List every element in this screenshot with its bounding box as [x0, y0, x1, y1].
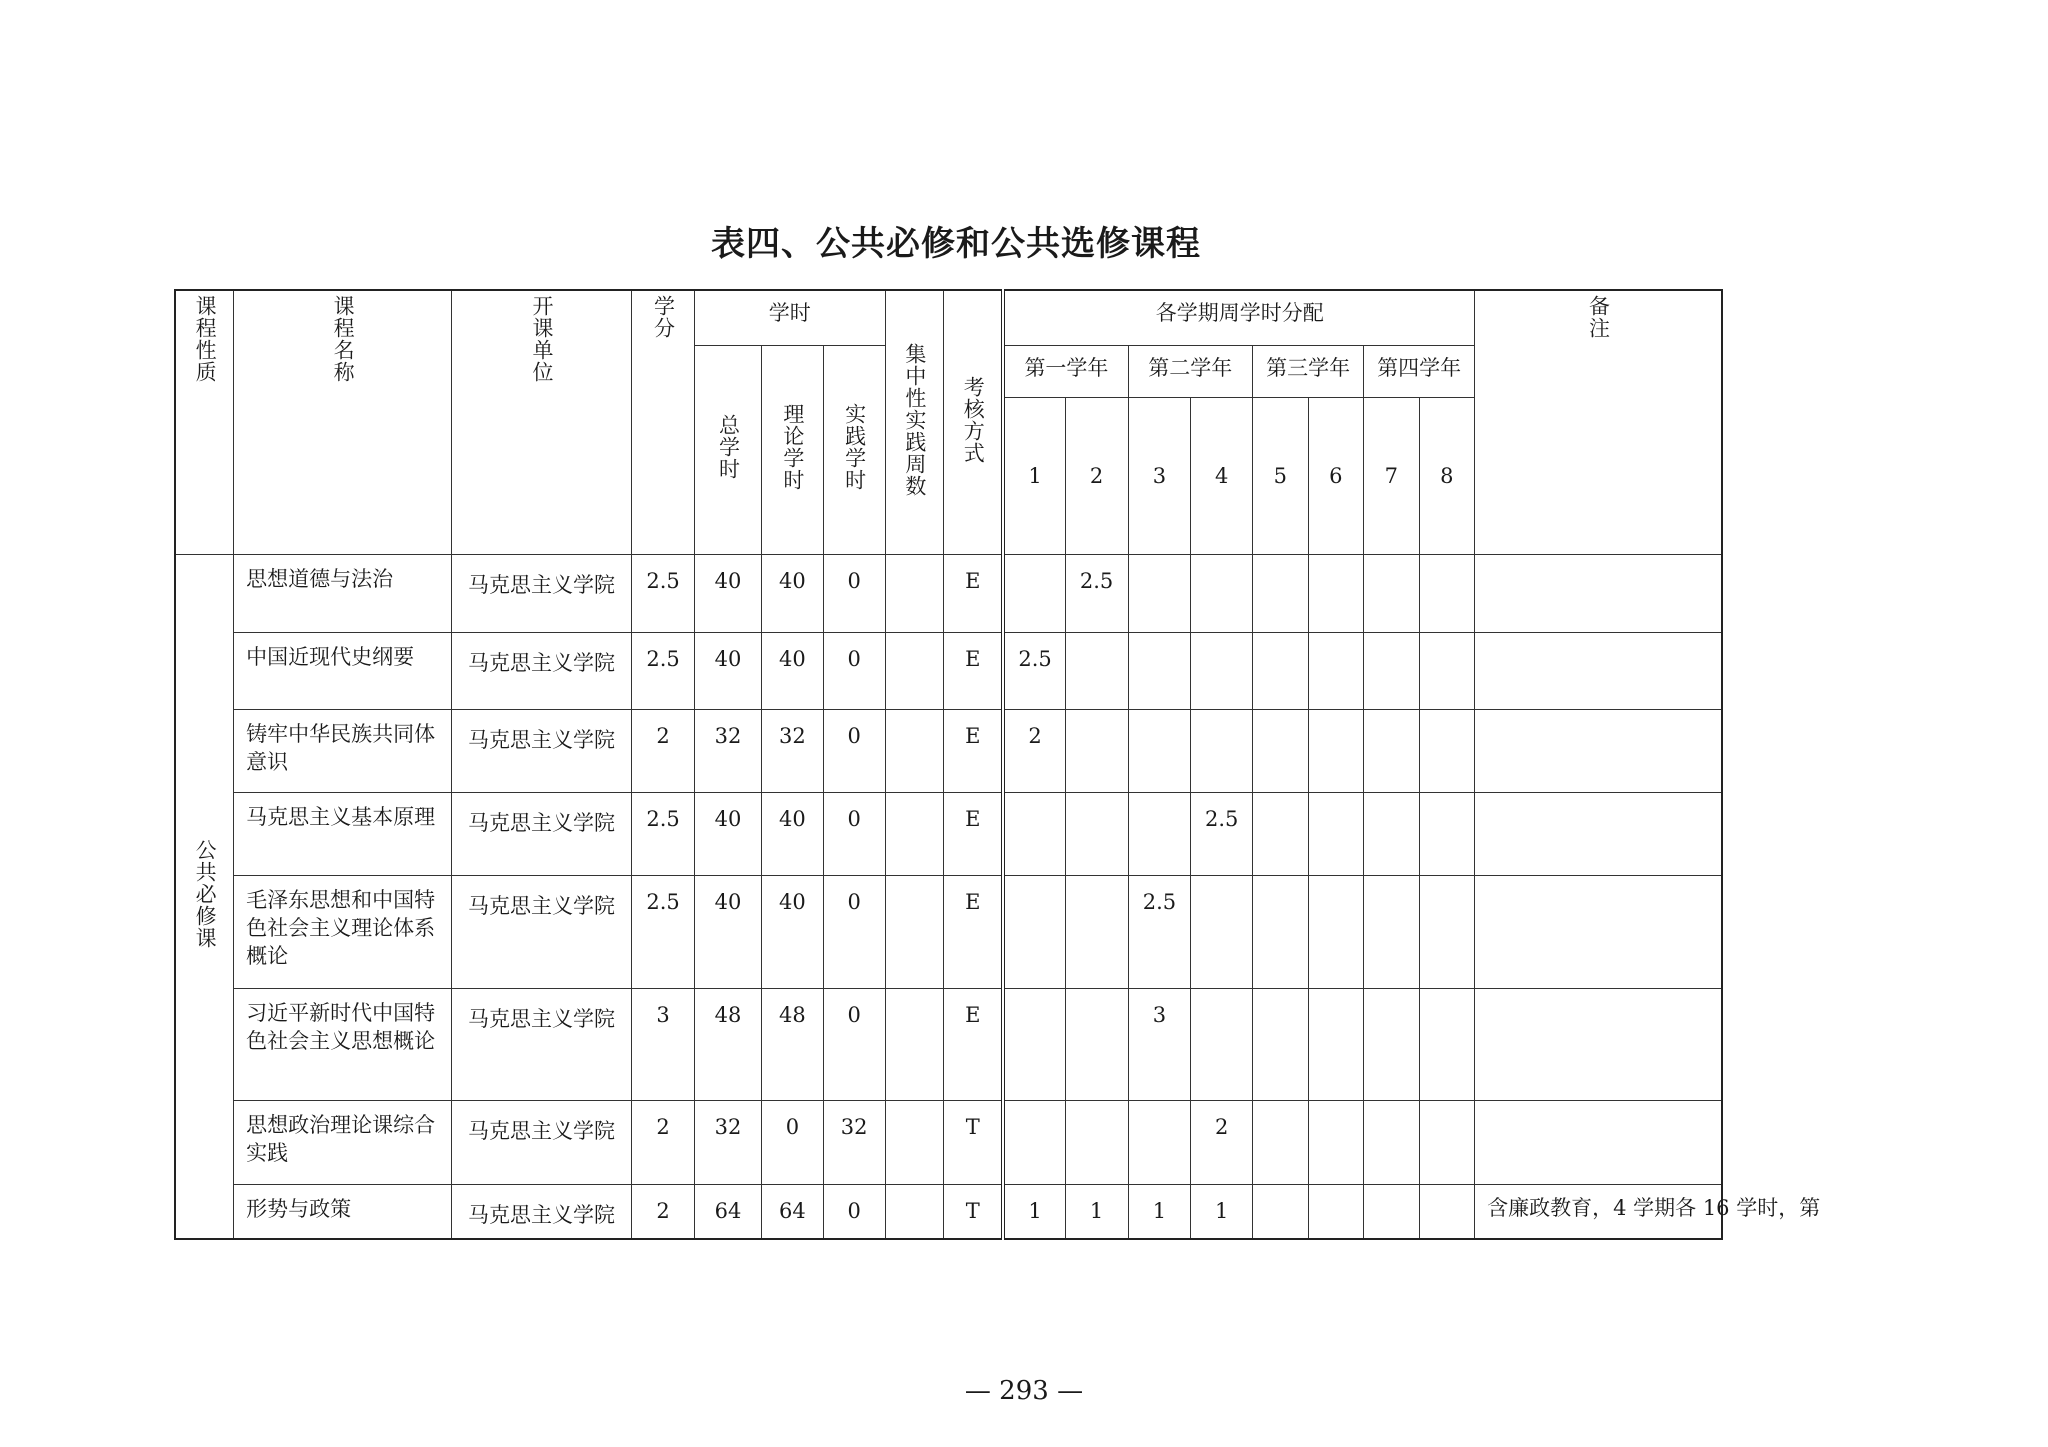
cell-theory: 40 [761, 554, 823, 632]
cell-s8 [1419, 1100, 1475, 1184]
header-semester-5: 5 [1253, 397, 1309, 554]
cell-s6 [1308, 792, 1364, 875]
cell-s4 [1191, 709, 1253, 792]
cell-weeks [885, 632, 944, 709]
cell-s7 [1364, 988, 1420, 1100]
cell-s2: 2.5 [1065, 554, 1128, 632]
header-credit: 学分 [632, 290, 695, 554]
cell-weeks [885, 554, 944, 632]
cell-s2 [1065, 875, 1128, 988]
header-year-2: 第二学年 [1128, 345, 1253, 397]
cell-assess: T [944, 1184, 1004, 1239]
course-unit: 马克思主义学院 [451, 554, 631, 632]
cell-s8 [1419, 988, 1475, 1100]
cell-practice: 0 [823, 632, 885, 709]
header-semester-6: 6 [1308, 397, 1364, 554]
table-row [175, 875, 1722, 988]
course-unit: 马克思主义学院 [451, 1100, 631, 1184]
cell-s7 [1364, 1184, 1420, 1239]
cell-theory: 40 [761, 875, 823, 988]
cell-s2 [1065, 1100, 1128, 1184]
cell-s6 [1308, 875, 1364, 988]
cell-practice: 0 [823, 554, 885, 632]
course-name: 铸牢中华民族共同体意识 [234, 709, 452, 792]
remark-cell: 含廉政教育，4 学期各 16 学时，第 [1475, 1184, 1722, 1239]
cell-s4 [1191, 632, 1253, 709]
cell-s6 [1308, 1184, 1364, 1239]
cell-credit: 2.5 [632, 875, 695, 988]
remark-cell [1475, 1100, 1722, 1184]
cell-s8 [1419, 632, 1475, 709]
cell-assess: E [944, 988, 1004, 1100]
cell-weeks [885, 792, 944, 875]
cell-s6 [1308, 1100, 1364, 1184]
cell-s2 [1065, 632, 1128, 709]
course-unit: 马克思主义学院 [451, 709, 631, 792]
cell-total: 48 [694, 988, 761, 1100]
header-hours-theory: 理论学时 [761, 345, 823, 554]
cell-total: 40 [694, 792, 761, 875]
cell-practice: 0 [823, 792, 885, 875]
cell-s8 [1419, 792, 1475, 875]
cell-credit: 3 [632, 988, 695, 1100]
cell-s4: 1 [1191, 1184, 1253, 1239]
cell-assess: E [944, 632, 1004, 709]
cell-s5 [1253, 988, 1309, 1100]
cell-assess: E [944, 709, 1004, 792]
course-table [174, 289, 1821, 1240]
header-practice-weeks: 集中性实践周数 [885, 290, 944, 554]
cell-practice: 0 [823, 875, 885, 988]
table-row [175, 709, 1722, 792]
header-semester-1: 1 [1003, 397, 1065, 554]
cell-s1 [1003, 792, 1065, 875]
cell-s5 [1253, 875, 1309, 988]
cell-s1 [1003, 988, 1065, 1100]
cell-assess: E [944, 554, 1004, 632]
cell-s4 [1191, 988, 1253, 1100]
cell-s1: 2 [1003, 709, 1065, 792]
course-name: 思想道德与法治 [234, 554, 452, 632]
header-remark: 备注 [1475, 290, 1722, 554]
category-cell: 公共必修课 [175, 554, 234, 1239]
course-name: 马克思主义基本原理 [234, 792, 452, 875]
remark-cell [1475, 875, 1722, 988]
cell-s4: 2 [1191, 1100, 1253, 1184]
cell-s2: 1 [1065, 1184, 1128, 1239]
remark-cell [1475, 554, 1722, 632]
cell-s2 [1065, 988, 1128, 1100]
header-semester-8: 8 [1419, 397, 1475, 554]
page-title: 表四、公共必修和公共选修课程 [711, 224, 1201, 264]
header-semester-7: 7 [1364, 397, 1420, 554]
cell-s1: 2.5 [1003, 632, 1065, 709]
course-name: 毛泽东思想和中国特色社会主义理论体系概论 [234, 875, 452, 988]
header-year-1: 第一学年 [1003, 345, 1128, 397]
cell-s3 [1128, 554, 1191, 632]
cell-s3: 2.5 [1128, 875, 1191, 988]
cell-total: 40 [694, 554, 761, 632]
header-year-3: 第三学年 [1253, 345, 1364, 397]
cell-s5 [1253, 632, 1309, 709]
cell-s5 [1253, 1100, 1309, 1184]
cell-s2 [1065, 709, 1128, 792]
header-name: 课程名称 [234, 290, 452, 554]
cell-total: 40 [694, 875, 761, 988]
cell-s5 [1253, 709, 1309, 792]
header-assessment: 考核方式 [944, 290, 1004, 554]
cell-s4 [1191, 875, 1253, 988]
cell-total: 64 [694, 1184, 761, 1239]
cell-s3 [1128, 709, 1191, 792]
cell-assess: E [944, 792, 1004, 875]
table-row [175, 1100, 1722, 1184]
cell-s7 [1364, 1100, 1420, 1184]
remark-cell [1475, 988, 1722, 1100]
cell-credit: 2.5 [632, 554, 695, 632]
course-name: 思想政治理论课综合实践 [234, 1100, 452, 1184]
cell-s3 [1128, 792, 1191, 875]
table-row [175, 1184, 1722, 1239]
cell-total: 32 [694, 1100, 761, 1184]
cell-practice: 0 [823, 1184, 885, 1239]
header-hours-total: 总学时 [694, 345, 761, 554]
cell-practice: 0 [823, 709, 885, 792]
header-nature: 课程性质 [175, 290, 234, 554]
cell-theory: 0 [761, 1100, 823, 1184]
cell-s2 [1065, 792, 1128, 875]
remark-cell [1475, 709, 1722, 792]
cell-s5 [1253, 1184, 1309, 1239]
remark-cell [1475, 632, 1722, 709]
cell-theory: 40 [761, 632, 823, 709]
course-unit: 马克思主义学院 [451, 875, 631, 988]
cell-weeks [885, 988, 944, 1100]
header-semester-4: 4 [1191, 397, 1253, 554]
cell-s1: 1 [1003, 1184, 1065, 1239]
cell-credit: 2.5 [632, 632, 695, 709]
cell-credit: 2 [632, 1100, 695, 1184]
cell-theory: 32 [761, 709, 823, 792]
cell-s6 [1308, 988, 1364, 1100]
page-number: — 293 — [964, 1376, 1084, 1406]
cell-s5 [1253, 792, 1309, 875]
cell-credit: 2 [632, 1184, 695, 1239]
cell-theory: 64 [761, 1184, 823, 1239]
cell-total: 32 [694, 709, 761, 792]
header-semester-2: 2 [1065, 397, 1128, 554]
cell-s3 [1128, 1100, 1191, 1184]
cell-s8 [1419, 709, 1475, 792]
course-name: 中国近现代史纲要 [234, 632, 452, 709]
cell-credit: 2 [632, 709, 695, 792]
table-row [175, 988, 1722, 1100]
header-hours: 学时 [694, 290, 885, 345]
course-unit: 马克思主义学院 [451, 1184, 631, 1239]
cell-s5 [1253, 554, 1309, 632]
table-row [175, 792, 1722, 875]
course-name: 习近平新时代中国特色社会主义思想概论 [234, 988, 452, 1100]
course-unit: 马克思主义学院 [451, 632, 631, 709]
table-row [175, 632, 1722, 709]
cell-weeks [885, 709, 944, 792]
cell-theory: 48 [761, 988, 823, 1100]
table-row [175, 554, 1722, 632]
cell-assess: E [944, 875, 1004, 988]
cell-s7 [1364, 554, 1420, 632]
course-name: 形势与政策 [234, 1184, 452, 1239]
cell-s7 [1364, 632, 1420, 709]
cell-s1 [1003, 875, 1065, 988]
cell-s8 [1419, 554, 1475, 632]
header-semester-dist: 各学期周学时分配 [1003, 290, 1474, 345]
remark-cell [1475, 792, 1722, 875]
header-year-4: 第四学年 [1364, 345, 1475, 397]
cell-theory: 40 [761, 792, 823, 875]
header-semester-3: 3 [1128, 397, 1191, 554]
cell-s3: 1 [1128, 1184, 1191, 1239]
cell-credit: 2.5 [632, 792, 695, 875]
cell-s3: 3 [1128, 988, 1191, 1100]
cell-total: 40 [694, 632, 761, 709]
cell-s7 [1364, 709, 1420, 792]
cell-s6 [1308, 632, 1364, 709]
cell-s7 [1364, 792, 1420, 875]
cell-s1 [1003, 554, 1065, 632]
cell-practice: 32 [823, 1100, 885, 1184]
header-hours-practice: 实践学时 [823, 345, 885, 554]
course-unit: 马克思主义学院 [451, 792, 631, 875]
cell-practice: 0 [823, 988, 885, 1100]
cell-s7 [1364, 875, 1420, 988]
cell-weeks [885, 1100, 944, 1184]
header-unit: 开课单位 [451, 290, 631, 554]
cell-s8 [1419, 875, 1475, 988]
cell-s6 [1308, 709, 1364, 792]
cell-weeks [885, 875, 944, 988]
cell-s1 [1003, 1100, 1065, 1184]
cell-assess: T [944, 1100, 1004, 1184]
cell-s4: 2.5 [1191, 792, 1253, 875]
cell-s6 [1308, 554, 1364, 632]
cell-s3 [1128, 632, 1191, 709]
cell-s8 [1419, 1184, 1475, 1239]
cell-s4 [1191, 554, 1253, 632]
course-unit: 马克思主义学院 [451, 988, 631, 1100]
cell-weeks [885, 1184, 944, 1239]
